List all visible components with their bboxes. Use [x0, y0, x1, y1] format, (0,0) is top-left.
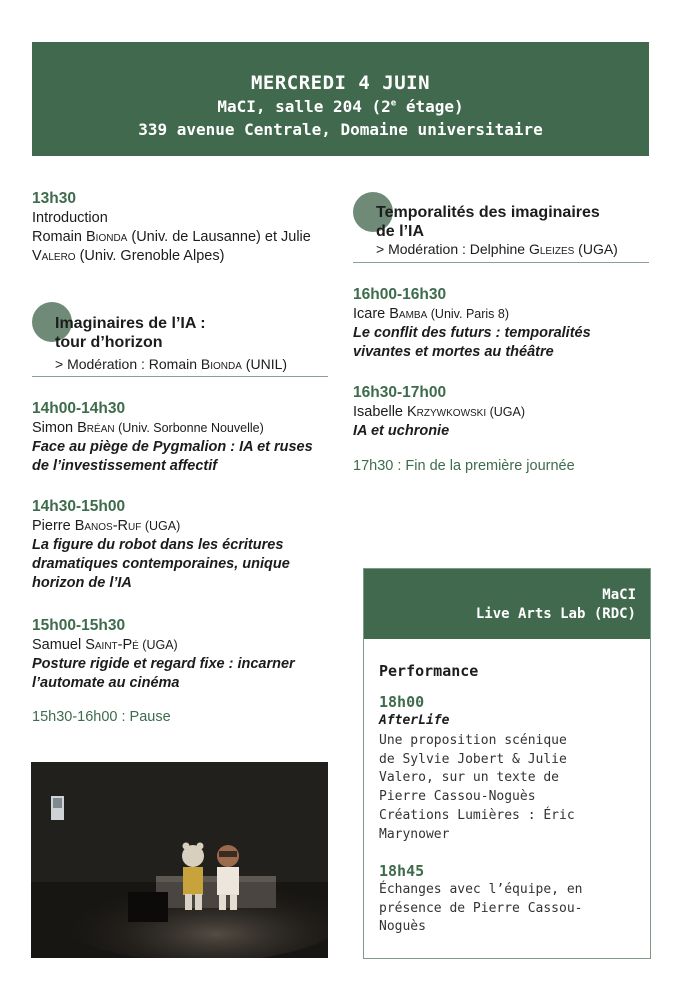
intro-block	[32, 189, 332, 266]
performance-description: Une proposition scénique de Sylvie Jobert & Julie Valero, sur un texte de Pierre Cassou-Noguès Créations Lumières : Éric Marynower	[379, 733, 575, 842]
live-arts-lab-header	[364, 569, 650, 639]
performance-title: AfterLife	[379, 713, 450, 728]
talk-item	[353, 383, 653, 441]
section2-divider	[353, 262, 649, 263]
pause-line: 15h30-16h00 : Pause	[32, 709, 171, 725]
event-room: MaCI, salle 204 (2e étage)	[217, 97, 464, 116]
exchange-description: Échanges avec l’équipe, en présence de Pierre Cassou- Noguès	[379, 882, 583, 935]
stage-photo	[31, 762, 328, 958]
talk-speaker: Simon Bréan (Univ. Sorbonne Nouvelle)	[32, 420, 264, 436]
venue-room: Live Arts Lab (RDC)	[475, 606, 636, 622]
live-arts-lab-box	[363, 568, 651, 959]
section2-moderation: > Modération : Delphine Gleizes (UGA)	[376, 241, 618, 257]
performance-time: 18h00	[379, 693, 425, 711]
venue-name: MaCI	[602, 587, 636, 603]
section1-divider	[32, 376, 328, 377]
talk-time: 16h30-17h00	[353, 384, 447, 401]
talk-title: IA et uchronie	[353, 423, 450, 439]
talk-speaker: Samuel Saint-Pé (UGA)	[32, 637, 178, 653]
stage-photo-illustration	[31, 762, 328, 958]
talk-title: Face au piège de Pygmalion : IA et ruses de l’investissement affectif	[32, 439, 313, 474]
end-of-day-line: 17h30 : Fin de la première journée	[353, 458, 575, 474]
talk-item	[32, 616, 332, 693]
performance-label: Performance	[379, 662, 479, 680]
talk-title: Le conflit des futurs : temporalités vivantes et mortes au théâtre	[353, 325, 591, 360]
talk-time: 16h00-16h30	[353, 286, 447, 303]
intro-time: 13h30	[32, 190, 76, 207]
talk-item	[32, 497, 332, 593]
event-header-banner	[32, 42, 649, 156]
talk-title: La figure du robot dans les écritures dramatiques contemporaines, unique horizon de l’IA	[32, 537, 290, 591]
intro-label: Introduction	[32, 210, 108, 226]
talk-item	[353, 285, 653, 362]
intro-speakers: Romain Bionda (Univ. de Lausanne) et Julie Valero (Univ. Grenoble Alpes)	[32, 229, 311, 264]
section2-title: Temporalités des imaginaires de l’IA	[376, 204, 600, 240]
talk-time: 14h00-14h30	[32, 400, 126, 417]
talk-title: Posture rigide et regard fixe : incarner l’automate au cinéma	[32, 656, 295, 691]
talk-speaker: Pierre Banos-Ruf (UGA)	[32, 518, 181, 534]
talk-time: 14h30-15h00	[32, 498, 126, 515]
exchange-time: 18h45	[379, 862, 425, 880]
talk-time: 15h00-15h30	[32, 617, 126, 634]
talk-speaker: Icare Bamba (Univ. Paris 8)	[353, 306, 510, 322]
talk-speaker: Isabelle Krzywkowski (UGA)	[353, 404, 526, 420]
section1-moderation: > Modération : Romain Bionda (UNIL)	[55, 356, 288, 372]
section1-title: Imaginaires de l’IA : tour d’horizon	[55, 315, 206, 351]
talk-item	[32, 399, 332, 476]
event-address: 339 avenue Centrale, Domaine universitaire	[138, 120, 543, 139]
event-date: MERCREDI 4 JUIN	[250, 72, 431, 94]
